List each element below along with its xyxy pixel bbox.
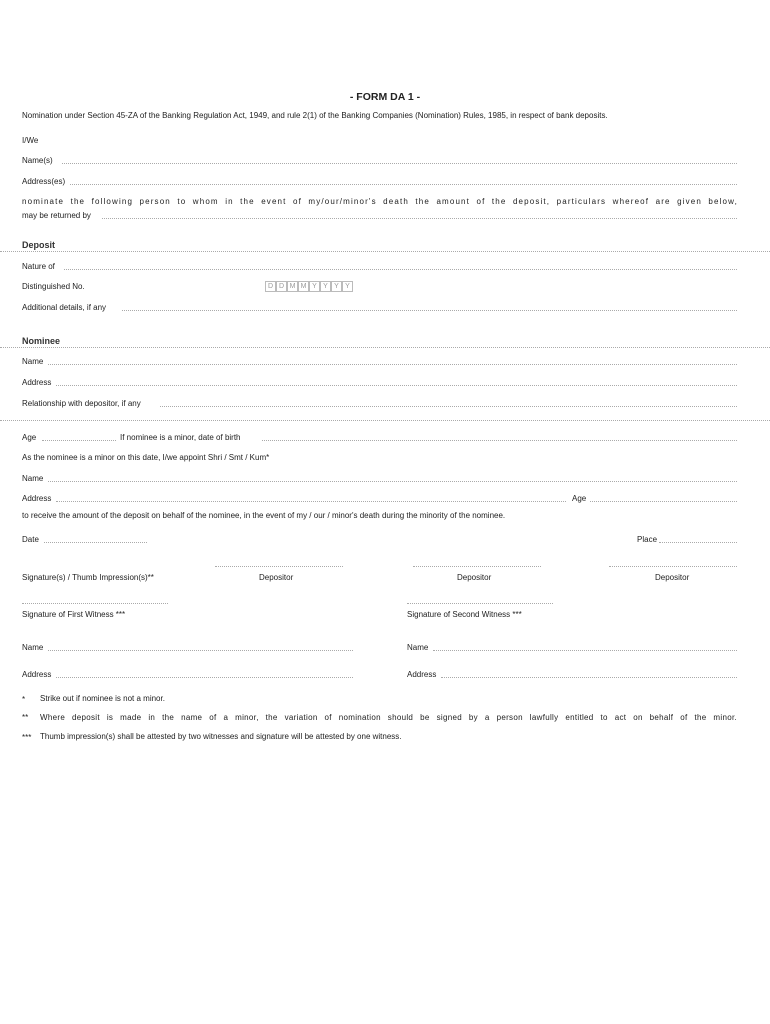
section-divider: [0, 420, 770, 421]
deposit-heading: Deposit: [22, 240, 56, 250]
minor-dob-field[interactable]: [262, 440, 737, 441]
note1-mark: *: [22, 695, 26, 704]
guardian-name-field[interactable]: [48, 481, 737, 482]
distinguished-label: Distinguished No.: [22, 282, 85, 291]
witness2-address-field[interactable]: [441, 677, 737, 678]
nature-label: Nature of: [22, 262, 55, 271]
depositor1-signature-line[interactable]: [215, 566, 343, 567]
first-witness-signature-line[interactable]: [22, 603, 168, 604]
guardian-age-field[interactable]: [590, 501, 737, 502]
minor-dob-label: If nominee is a minor, date of birth: [120, 433, 241, 442]
witness2-name-label: Name: [407, 643, 429, 652]
place-label: Place: [637, 535, 658, 544]
witness1-address-field[interactable]: [56, 677, 353, 678]
additional-field[interactable]: [122, 310, 737, 311]
date-box-d1[interactable]: D: [265, 281, 276, 292]
second-witness-label: Signature of Second Witness ***: [407, 610, 522, 619]
names-label: Name(s): [22, 156, 53, 165]
witness1-name-field[interactable]: [48, 650, 353, 651]
note1-text: Strike out if nominee is not a minor.: [40, 694, 165, 703]
signature-label: Signature(s) / Thumb Impression(s)**: [22, 573, 154, 582]
note2-mark: **: [22, 713, 29, 722]
date-box-m1[interactable]: M: [287, 281, 298, 292]
witness1-name-label: Name: [22, 643, 44, 652]
nominee-divider: [0, 347, 770, 348]
nominee-address-label: Address: [22, 378, 52, 387]
note2-text: Where deposit is made in the name of a minor, the variation of nomination should be signed by a person lawfully entitled to act on behalf of the minor.: [40, 713, 737, 722]
nominee-name-field[interactable]: [48, 364, 737, 365]
receive-text: to receive the amount of the deposit on behalf of the nominee, in the event of my / our / minor's death during the minority of the nominee.: [22, 511, 506, 520]
nature-field[interactable]: [64, 269, 737, 270]
relationship-field[interactable]: [160, 406, 737, 407]
additional-label: Additional details, if any: [22, 303, 107, 312]
depositor3-label: Depositor: [655, 573, 690, 582]
age-label: Age: [22, 433, 37, 442]
names-field[interactable]: [62, 163, 737, 164]
intro-text: Nomination under Section 45-ZA of the Banking Regulation Act, 1949, and rule 2(1) of the Banking Companies (Nomination) Rules, 1985, in respect of bank deposits.: [22, 111, 608, 120]
witness2-name-field[interactable]: [433, 650, 737, 651]
date-label: Date: [22, 535, 39, 544]
date-boxes[interactable]: [265, 281, 353, 292]
form-title: - FORM DA 1 -: [349, 91, 421, 103]
iwe-label: I/We: [22, 136, 39, 145]
appoint-text: As the nominee is a minor on this date, I/we appoint Shri / Smt / Kum*: [22, 453, 270, 462]
date-field[interactable]: [44, 542, 147, 543]
addresses-label: Address(es): [22, 177, 66, 186]
date-box-y3[interactable]: Y: [331, 281, 342, 292]
deposit-divider: [0, 251, 770, 252]
depositor1-label: Depositor: [259, 573, 294, 582]
guardian-address-field[interactable]: [56, 501, 566, 502]
nominate-text-line2: may be returned by: [22, 211, 91, 220]
guardian-address-label: Address: [22, 494, 52, 503]
date-box-y2[interactable]: Y: [320, 281, 331, 292]
returned-by-field[interactable]: [102, 218, 737, 219]
second-witness-signature-line[interactable]: [407, 603, 553, 604]
addresses-field[interactable]: [70, 184, 737, 185]
nominee-heading: Nominee: [22, 336, 61, 346]
depositor3-signature-line[interactable]: [609, 566, 737, 567]
note3-text: Thumb impression(s) shall be attested by two witnesses and signature will be attested by one witness.: [40, 732, 402, 741]
nominate-text-line1: nominate the following person to whom in the event of my/our/minor's death the amount of the deposit, particulars whereof are given below,: [22, 197, 738, 206]
relationship-label: Relationship with depositor, if any: [22, 399, 141, 408]
guardian-age-label: Age: [572, 494, 587, 503]
date-box-y1[interactable]: Y: [309, 281, 320, 292]
depositor2-signature-line[interactable]: [413, 566, 541, 567]
depositor2-label: Depositor: [457, 573, 492, 582]
nominee-name-label: Name: [22, 357, 44, 366]
date-box-y4[interactable]: Y: [342, 281, 353, 292]
nominee-address-field[interactable]: [56, 385, 737, 386]
first-witness-label: Signature of First Witness ***: [22, 610, 126, 619]
date-box-d2[interactable]: D: [276, 281, 287, 292]
note3-mark: ***: [22, 733, 32, 742]
place-field[interactable]: [659, 542, 737, 543]
witness2-address-label: Address: [407, 670, 437, 679]
guardian-name-label: Name: [22, 474, 44, 483]
witness1-address-label: Address: [22, 670, 52, 679]
date-box-m2[interactable]: M: [298, 281, 309, 292]
age-field[interactable]: [42, 440, 116, 441]
